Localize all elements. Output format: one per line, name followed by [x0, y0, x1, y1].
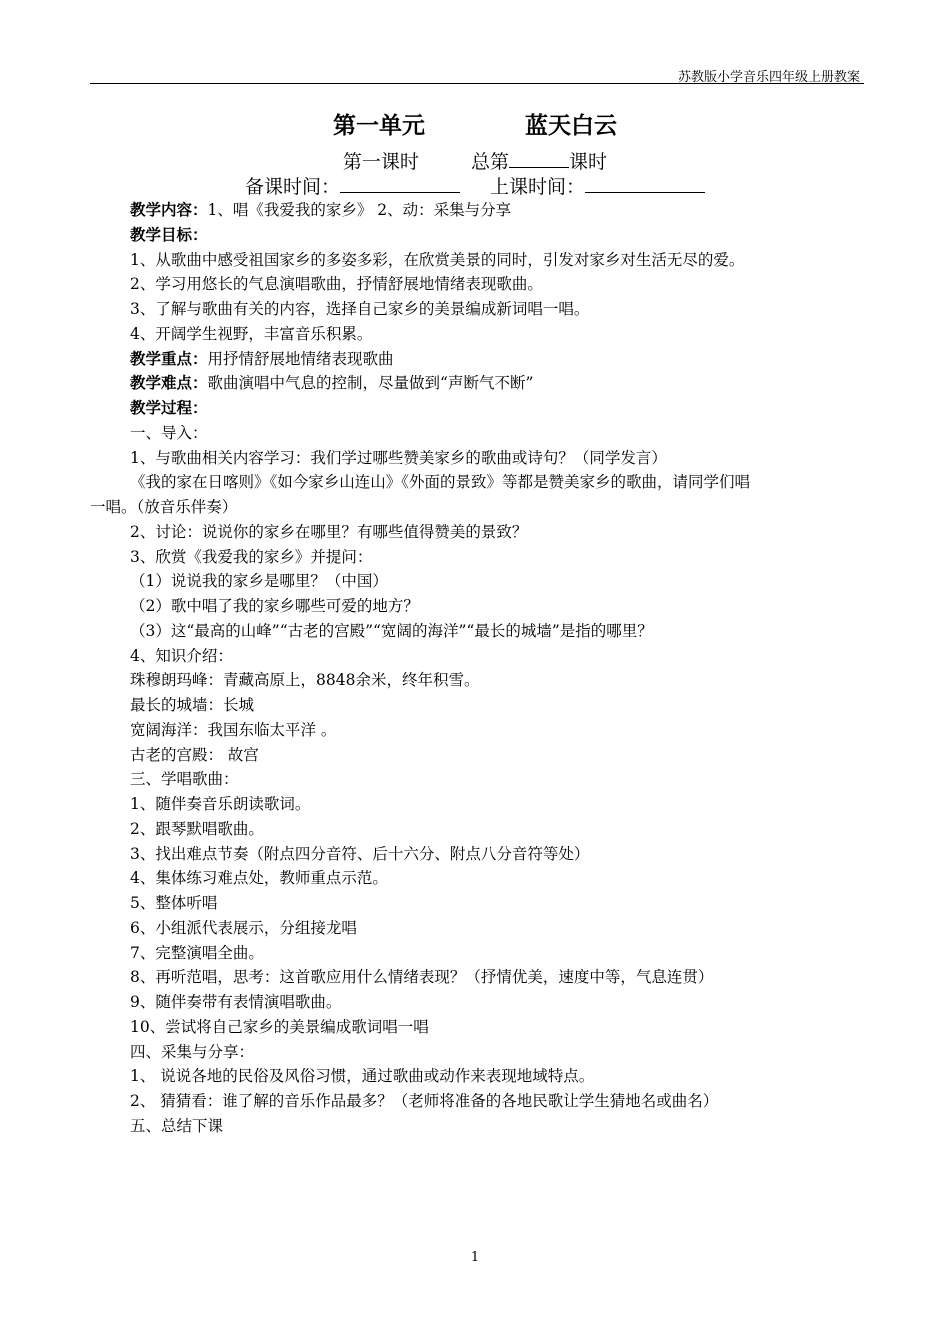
process-line: 4、集体练习难点处，教师重点示范。: [130, 869, 388, 888]
process-line: 2、 猜猜看：谁了解的音乐作品最多？（老师将准备的各地民歌让学生猜地名或曲名）: [130, 1092, 719, 1110]
process-line: 2、跟琴默唱歌曲。: [130, 819, 264, 838]
class-time-label: 上课时间：: [490, 176, 586, 198]
goal-item: 1、从歌曲中感受祖国家乡的多姿多彩，在欣赏美景的同时，引发对家乡对生活无尽的爱。: [130, 250, 745, 269]
process-line: 8、再听范唱，思考：这首歌应用什么情绪表现？（抒情优美，速度中等，气息连贯）: [130, 968, 714, 987]
process-line: 宽阔海洋：我国东临太平洋 。: [130, 720, 337, 739]
lesson-line: [0, 147, 950, 174]
process-line: 5、整体听唱: [130, 894, 218, 912]
goal-item: 3、了解与歌曲有关的内容，选择自己家乡的美景编成新词唱一唱。: [130, 300, 590, 318]
process-line: 五、总结下课: [130, 1116, 224, 1135]
process-line: 9、随伴奏带有表情演唱歌曲。: [130, 993, 342, 1011]
goal-item: 2、学习用悠长的气息演唱歌曲，抒情舒展地情绪表现歌曲。: [130, 275, 543, 294]
document-title: [0, 107, 950, 140]
process-line: 三、学唱歌曲：: [130, 770, 239, 789]
process-line: 3、欣赏《我爱我的家乡》并提问：: [130, 547, 373, 566]
theme-title: 蓝天白云: [525, 112, 617, 139]
prep-time-blank: [340, 174, 460, 193]
time-line: [0, 172, 950, 199]
lesson-body: [90, 198, 866, 1139]
process-line: 1、 说说各地的民俗及风俗习惯，通过歌曲或动作来表现地域特点。: [130, 1067, 595, 1086]
page-header: 苏教版小学音乐四年级上册教案: [677, 70, 860, 85]
key-point-line: 教学重点：用抒情舒展地情绪表现歌曲: [130, 348, 394, 368]
process-heading: 教学过程：: [130, 398, 208, 417]
process-line: 四、采集与分享：: [130, 1042, 255, 1061]
prep-time-label: 备课时间：: [244, 176, 340, 198]
process-line: 10、尝试将自己家乡的美景编成歌词唱一唱: [130, 1017, 429, 1036]
process-line: （2）歌中唱了我的家乡哪些可爱的地方？: [130, 597, 419, 615]
process-line: （1）说说我的家乡是哪里？（中国）: [130, 572, 388, 591]
process-line: 4、知识介绍：: [130, 646, 233, 665]
process-line: 3、找出难点节奏（附点四分音符、后十六分、附点八分音符等处）: [130, 844, 590, 863]
header-rule: [90, 83, 864, 84]
class-time-blank: [585, 174, 705, 193]
process-line: 7、完整演唱全曲。: [130, 943, 264, 962]
process-line: 1、随伴奏音乐朗读歌词。: [130, 795, 311, 813]
process-line: 2、讨论：说说你的家乡在哪里？有哪些值得赞美的景致？: [130, 522, 528, 541]
total-prefix: 总第: [471, 151, 510, 173]
process-line: 最长的城墙：长城: [130, 696, 255, 714]
process-line: （3）这“最高的山峰”“古老的宫殿”“宽阔的海洋”“最长的城墙”是指的哪里？: [130, 621, 653, 640]
total-blank: [509, 149, 569, 168]
process-line: 珠穆朗玛峰：青藏高原上，8848余米，终年积雪。: [130, 671, 480, 690]
unit-title: 第一单元: [333, 112, 425, 139]
page-number: 1: [470, 1250, 480, 1265]
process-line: 1、与歌曲相关内容学习：我们学过哪些赞美家乡的歌曲或诗句？（同学发言）: [130, 448, 667, 467]
process-line: 古老的宫殿： 故宫: [130, 745, 259, 764]
goals-heading: 教学目标：: [130, 224, 208, 244]
total-suffix: 课时: [569, 151, 608, 173]
difficulty-line: 教学难点：歌曲演唱中气息的控制，尽量做到“声断气不断”: [130, 373, 534, 393]
process-line: 6、小组派代表展示，分组接龙唱: [130, 918, 357, 937]
goal-item: 4、开阔学生视野，丰富音乐积累。: [130, 324, 373, 343]
process-line: 一、导入：: [130, 423, 208, 442]
process-line: 《我的家在日喀则》《如今家乡山连山》《外面的景致》等都是赞美家乡的歌曲，请同学们唱: [130, 473, 751, 492]
process-line: 一唱。（放音乐伴奏）: [90, 498, 238, 516]
lesson-label: 第一课时: [342, 151, 419, 173]
content-line: 教学内容：1、唱《我爱我的家乡》 2、动：采集与分享: [130, 200, 512, 219]
